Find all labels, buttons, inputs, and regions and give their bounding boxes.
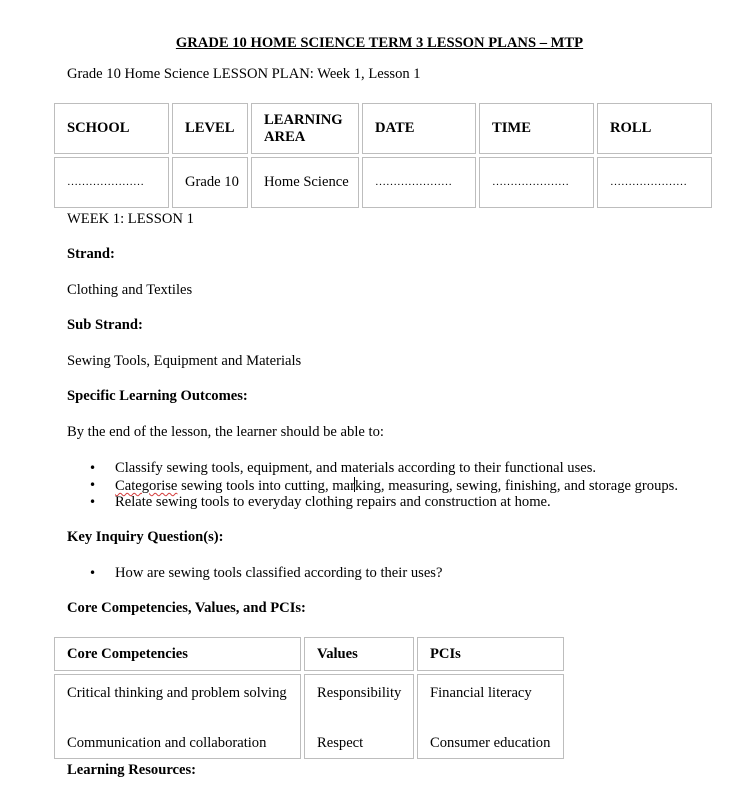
resources-heading: Learning Resources: <box>67 762 197 778</box>
competencies-table <box>51 634 567 762</box>
inquiry-question: • How are sewing tools classified according to their uses? <box>67 565 442 582</box>
competency-item: Communication and collaboration <box>67 735 267 751</box>
info-table-value-row <box>54 157 712 208</box>
outcomes-intro: By the end of the lesson, the learner should be able to: <box>67 424 384 440</box>
inquiry-list <box>67 565 442 582</box>
info-table-header-row <box>54 103 712 154</box>
competencies-heading: Core Competencies, Values, and PCIs: <box>67 600 306 616</box>
outcome-item <box>67 477 678 494</box>
outcome-text: sewing tools into cutting, mar <box>177 478 355 494</box>
inquiry-heading: Key Inquiry Question(s): <box>67 529 224 545</box>
time-value: ………………… <box>479 157 594 208</box>
sub-strand-heading: Sub Strand: <box>67 317 143 333</box>
level-value: Grade 10 <box>172 157 248 208</box>
competencies-cell <box>54 674 301 759</box>
school-value: ………………… <box>54 157 169 208</box>
header-date: DATE <box>362 103 476 154</box>
outcome-text: king, measuring, sewing, finishing, and storage groups. <box>354 478 679 494</box>
outcome-item: • Relate sewing tools to everyday clothing repairs and construction at home. <box>67 494 678 511</box>
competencies-header-row <box>54 637 564 671</box>
outcomes-heading: Specific Learning Outcomes: <box>67 388 248 404</box>
header-values: Values <box>304 637 414 671</box>
header-learning-area: LEARNING AREA <box>251 103 359 154</box>
lesson-plan-subtitle: Grade 10 Home Science LESSON PLAN: Week 1, Lesson 1 <box>67 66 421 82</box>
header-school: SCHOOL <box>54 103 169 154</box>
pcis-cell <box>417 674 564 759</box>
outcomes-list <box>67 460 678 511</box>
sub-strand-value: Sewing Tools, Equipment and Materials <box>67 353 302 369</box>
header-pcis: PCIs <box>417 637 564 671</box>
document-title: GRADE 10 HOME SCIENCE TERM 3 LESSON PLANS – MTP <box>175 35 584 51</box>
value-item: Responsibility <box>317 685 402 701</box>
pci-item: Consumer education <box>430 735 551 751</box>
date-value: ………………… <box>362 157 476 208</box>
learning-area-value: Home Science <box>251 157 359 208</box>
competencies-body-row <box>54 674 564 759</box>
lesson-info-table <box>51 100 715 211</box>
value-item: Respect <box>317 735 364 751</box>
pci-item: Financial literacy <box>430 685 532 701</box>
competency-item: Critical thinking and problem solving <box>67 685 287 701</box>
header-time: TIME <box>479 103 594 154</box>
spellcheck-flagged-word: Categorise <box>115 478 178 494</box>
roll-value: ………………… <box>597 157 712 208</box>
values-cell <box>304 674 414 759</box>
strand-heading: Strand: <box>67 246 115 262</box>
outcome-item: • Classify sewing tools, equipment, and materials according to their functional uses. <box>67 460 678 477</box>
strand-value: Clothing and Textiles <box>67 282 193 298</box>
header-core-competencies: Core Competencies <box>54 637 301 671</box>
header-level: LEVEL <box>172 103 248 154</box>
week-lesson-label: WEEK 1: LESSON 1 <box>67 211 194 227</box>
header-roll: ROLL <box>597 103 712 154</box>
